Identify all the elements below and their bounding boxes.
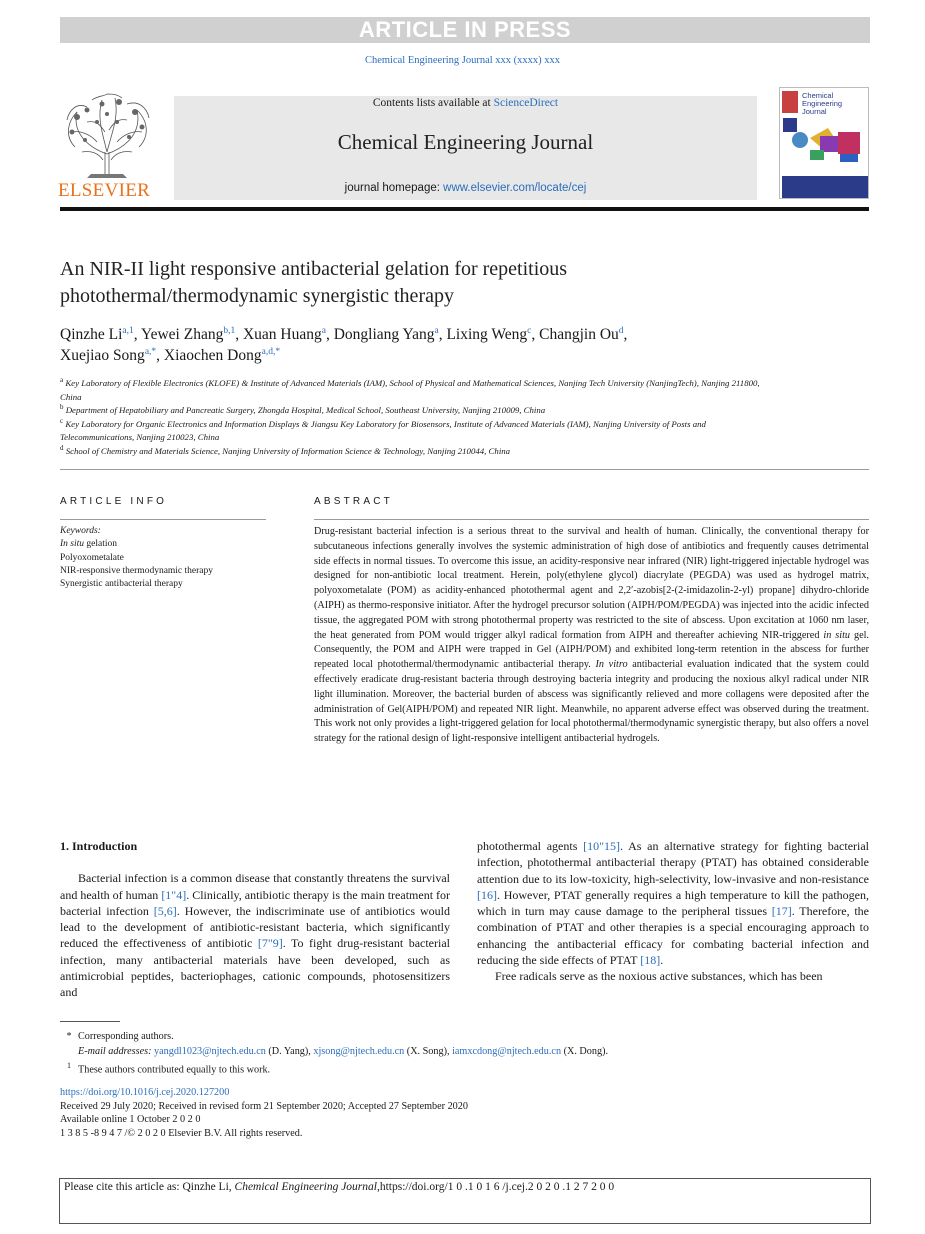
sciencedirect-link[interactable]: ScienceDirect <box>493 97 559 109</box>
author[interactable]: Xuan Huang$^a$ <box>242 325 326 343</box>
keyword: In situ gelation <box>60 539 117 550</box>
history-dates: Received 29 July 2020; Received in revised form 21 September 2020; Accepted 27 September 2020 <box>60 1100 468 1112</box>
email-link[interactable]: xjsong@njtech.edu.cn <box>313 1045 405 1057</box>
available-online: Available online 1 October 2 0 2 0 <box>60 1114 201 1126</box>
author[interactable]: Dongliang Yang$^a$ <box>333 325 439 343</box>
article-in-press-banner: ARTICLE IN PRESS <box>60 17 870 43</box>
reference-link[interactable]: [10"15] <box>583 839 620 853</box>
footnote: $^1$ These authors contributed equally to this work. <box>67 1061 271 1076</box>
journal-name: Chemical Engineering Journal <box>337 130 594 154</box>
author[interactable]: Yewei Zhang$^{b,1}$ <box>140 325 236 343</box>
abstract-text: Drug-resistant bacterial infection is a serious threat to the survival and health of human. Clinically, the conventional therapy for subcutaneous infections generally involves the systemic administration of high dose of antibiotics and frequently causes detrimental side effects in normal tissues. To overcome this issue, an acidity-responsive near infrared (NIR) light-triggered injectable hydrogel was designed for non-antibiotic local treatment. Herein, poly(ethylene glycol) diacrylate (PEGDA) was used as hydrogel matrix, polyoxometalate (POM) as acidity-enhanced photothermal agent and 2,2′-azobis[2-(2-imidazolin-2-yl) propane] dihydro-chloride (AIPH) as thermo-responsive initiator. After the hydrogel precursor solution (AIPH/POM/PEGDA) was injected into the acidic infected tissue, the aggregated POM with strong photothermal property was restricted to the site of abscess. Upon excitation at 1060 nm laser, the heat generated from POM would trigger alkyl radical formation from AIPH and thereafter achieving NIR-triggered in situ gel. Consequently, the POM and AIPH were trapped in Gel (AIPH/POM) and exhibited long-term retention in the abscess for further repeated local photothermal/thermodynamic antibacterial therapy. In vitro antibacterial evaluation indicated that the system could effectively eradicate drug-resistant bacteria through destroying bacteria integrity and producing the noxious alkyl radical under NIR light illumination. Moreover, the bacterial burden of abscess was significantly relieved and more collagens were deposited after the administration of Gel(AIPH/POM) and repeated NIR light. Meanwhile, no apparent adverse effect was observed during the treatment. This work not only provides a light-triggered gelation for local photothermal/thermodynamic synergistic therapy, but also offers a novel strategy for the rational design of light-responsive intelligent antibacterial hydrogels. <box>314 526 870 745</box>
intro-left-column <box>60 838 450 1001</box>
reference-link[interactable]: [7"9] <box>257 936 283 951</box>
keyword: Synergistic antibacterial therapy <box>60 579 183 590</box>
keyword: Polyoxometalate <box>60 552 124 563</box>
paragraph: Bacterial infection is a common disease that constantly threatens the survival and health of human [1"4]. Clinically, antibiotic therapy is the main treatment for bacterial infection [5,6]. However, the indiscriminate use of antibiotics would lead to the development of antibiotic-resistant bacteria, which significantly reduced the effectiveness of antibiotic [7"9]. To fight drug-resistant bacterial infection, many antibacterial materials have been developed, such as antimicrobial peptides, bacteriophages, cationic compounds, photosensitizers and <box>60 871 451 1000</box>
reference-link[interactable]: [16] <box>477 887 497 902</box>
citation-box <box>59 1178 871 1224</box>
homepage-link[interactable]: www.elsevier.com/locate/cej <box>443 182 587 194</box>
affiliations <box>60 377 780 458</box>
divider <box>60 469 869 470</box>
elsevier-wordmark: ELSEVIER <box>58 180 151 201</box>
intro-right-column <box>477 838 869 985</box>
author[interactable]: Lixing Weng$^c$ <box>446 325 532 343</box>
email-link[interactable]: iamxcdong@njtech.edu.cn <box>452 1045 562 1057</box>
article-info-heading: ARTICLE INFO <box>60 496 168 507</box>
author[interactable]: Changjin Ou$^d$ <box>539 325 624 343</box>
contents-line: Contents lists available at ScienceDirect <box>372 97 559 109</box>
footnotes <box>60 1030 780 1078</box>
citation-text: Please cite this article as: Qinzhe Li, Chemical Engineering Journal,https://doi.org/1 0 .1 0 1 6 /j.cej.2 0 2 0 .1 2 7 2 0 0 <box>64 1181 615 1193</box>
footnote: E-mail addresses: yangdl1023@njtech.edu.cn (D. Yang), xjsong@njtech.edu.cn (X. Song), iamxcdong@njtech.edu.cn (X. Dong). <box>78 1045 609 1057</box>
doi-link[interactable]: https://doi.org/10.1016/j.cej.2020.127200 <box>60 1087 230 1098</box>
journal-homepage: journal homepage: www.elsevier.com/locate/cej <box>344 182 587 194</box>
article-title: An NIR-II light responsive antibacterial gelation for repetitious photothermal/thermodynamic synergistic therapy <box>60 258 568 307</box>
author[interactable]: Xuejiao Song$^{a,*}$ <box>60 346 157 364</box>
author-list: Qinzhe Li$^{a,1}$, Yewei Zhang$^{b,1}$, Xuan Huang$^a$, Dongliang Yang$^a$, Lixing Weng$^c$, Changjin Ou$^d$, Xuejiao Song$^{a,*}$, Xiaochen Dong$^{a,d,*}$ <box>60 325 628 364</box>
journal-citation-link[interactable]: Chemical Engineering Journal xxx (xxxx) xxx <box>364 55 561 66</box>
reference-link[interactable]: [1"4] <box>161 887 187 902</box>
reference-link[interactable]: [5,6] <box>153 903 177 918</box>
affiliation: $^a$ Key Laboratory of Flexible Electronics (KLOFE) & Institute of Advanced Materials (IAM), School of Physical and Mathematical Sciences, Nanjing Tech University (NanjingTech), Nanjing 211800, China <box>60 376 760 402</box>
paragraph: photothermal agents [10"15]. As an alternative strategy for fighting bacterial infection, photothermal antibacterial therapy (PTAT) has obtained considerable attention due to its low-toxicity, high-selectivity, low-invasive and non-resistance [16]. However, PTAT generally requires a high temperature to kill the pathogen, which in turn may cause damage to the peripheral tissues [17]. Therefore, the combination of PTAT and other therapies is a special encouraging approach to enhancing the antibacterial efficacy for combating bacterial infection and reducing the side effects of PTAT [18]. <box>477 839 870 968</box>
reference-link[interactable]: [18] <box>640 953 661 968</box>
paragraph: Free radicals serve as the noxious active substances, which has been <box>495 969 823 984</box>
section-heading: 1. Introduction <box>60 839 138 853</box>
affiliation: $^c$ Key Laboratory for Organic Electronics and Information Displays & Jiangsu Key Laboratory for Biosensors, Institute of Advanced Materials (IAM), Nanjing University of Posts and Telecommunications, Nanjing 210023, China <box>60 416 706 442</box>
article-metadata <box>60 1086 780 1140</box>
footnote: * Corresponding authors. <box>66 1031 174 1042</box>
abstract-heading: ABSTRACT <box>314 496 393 507</box>
keywords-block <box>60 525 265 591</box>
affiliation: $^d$ School of Chemistry and Materials Science, Nanjing University of Information Science & Technology, Nanjing 210044, China <box>60 443 511 456</box>
header-rule <box>60 207 869 211</box>
keywords-label: Keywords: <box>60 526 101 536</box>
author[interactable]: Qinzhe Li$^{a,1}$ <box>60 325 134 343</box>
affiliation: $^b$ Department of Hepatobiliary and Pancreatic Surgery, Zhongda Hospital, Medical School, Southeast University, Nanjing 210009, China <box>60 403 546 415</box>
copyright: 1 3 8 5 -8 9 4 7 /© 2 0 2 0 Elsevier B.V. All rights reserved. <box>60 1127 303 1139</box>
cover-title: Chemical Engineering Journal <box>802 91 843 116</box>
email-link[interactable]: yangdl1023@njtech.edu.cn <box>154 1045 266 1057</box>
author[interactable]: Xiaochen Dong$^{a,d,*}$ <box>163 346 281 364</box>
divider <box>314 519 869 520</box>
footnote-rule <box>60 1021 120 1022</box>
reference-link[interactable]: [17] <box>771 904 792 919</box>
journal-cover-thumbnail <box>779 87 869 199</box>
divider <box>60 519 266 520</box>
journal-masthead <box>174 96 757 200</box>
keyword: NIR-responsive thermodynamic therapy <box>60 565 214 576</box>
